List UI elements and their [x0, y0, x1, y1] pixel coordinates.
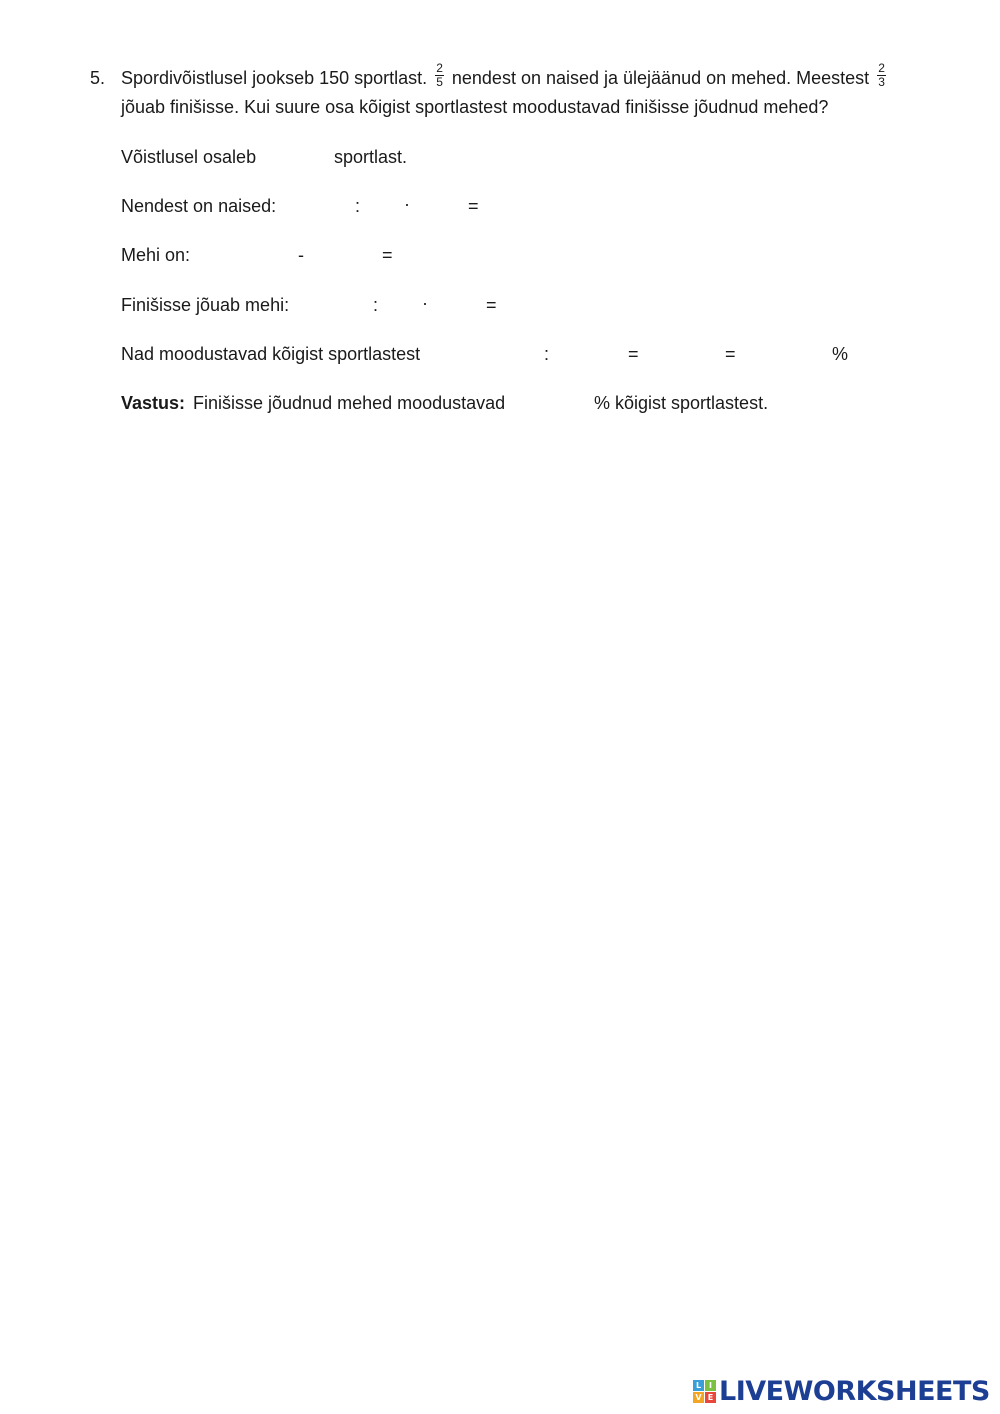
share-divide-sign: :	[544, 344, 550, 364]
finishers-result-field[interactable]	[504, 294, 564, 316]
men-equals-sign: =	[382, 245, 393, 265]
finishers-divide-sign: :	[373, 295, 379, 315]
men-field-1[interactable]	[210, 244, 292, 266]
share-field-2[interactable]	[555, 343, 625, 365]
fraction-denominator: 3	[878, 74, 885, 89]
answer-suffix: % kõigist sportlastest.	[594, 393, 769, 413]
women-field-3[interactable]	[414, 195, 464, 217]
finishers-field-1[interactable]	[308, 294, 370, 316]
participants-suffix: sportlast.	[334, 147, 408, 167]
task-text-part2: nendest on naised ja ülejäänud on mehed. Meestest	[451, 68, 870, 88]
participants-label: Võistlusel osaleb	[121, 147, 257, 167]
fraction-two-thirds	[877, 62, 886, 89]
finishers-label: Finišisse jõuab mehi:	[121, 295, 290, 315]
women-label: Nendest on naised:	[121, 196, 277, 216]
women-equals-sign: =	[468, 196, 479, 216]
women-field-1[interactable]	[294, 195, 352, 217]
answer-text: Finišisse jõudnud mehed moodustavad	[193, 393, 506, 413]
fraction-numerator: 2	[878, 60, 885, 75]
task-number: 5.	[90, 68, 106, 88]
men-label: Mehi on:	[121, 245, 191, 265]
share-equals-sign-1: =	[628, 344, 639, 364]
share-percent-sign: %	[832, 344, 849, 364]
logo-tile-v: V	[693, 1392, 704, 1403]
share-label: Nad moodustavad kõigist sportlastest	[121, 344, 421, 364]
answer-heading: Vastus:	[121, 393, 186, 413]
share-field-1[interactable]	[458, 343, 540, 365]
finishers-field-2[interactable]	[382, 294, 420, 316]
participants-answer-field[interactable]	[272, 146, 330, 168]
logo-tile-l: L	[693, 1380, 704, 1391]
women-multiply-sign: ·	[404, 194, 410, 214]
share-equals-sign-2: =	[725, 344, 736, 364]
logo-icon	[693, 1380, 716, 1403]
finishers-equals-sign: =	[486, 295, 497, 315]
fraction-two-fifths	[435, 62, 444, 89]
answer-percent-field[interactable]	[538, 392, 590, 414]
task-line-1	[121, 60, 889, 90]
men-field-2[interactable]	[310, 244, 378, 266]
task-line-2: jõuab finišisse. Kui suure osa kõigist sportlastest moodustavad finišisse jõudnud mehed?	[121, 97, 829, 117]
finishers-field-3[interactable]	[432, 294, 482, 316]
logo-tile-i: I	[705, 1380, 716, 1391]
logo-tile-e: E	[705, 1392, 716, 1403]
share-field-3[interactable]	[645, 343, 723, 365]
task-text-part1: Spordivõistlusel jookseb 150 sportlast.	[121, 68, 428, 88]
men-result-field[interactable]	[400, 244, 460, 266]
women-result-field[interactable]	[486, 195, 546, 217]
women-divide-sign: :	[355, 196, 361, 216]
finishers-multiply-sign: ·	[422, 293, 428, 313]
women-field-2[interactable]	[363, 195, 401, 217]
men-minus-sign: -	[298, 245, 304, 265]
logo-wordmark: LIVEWORKSHEETS	[719, 1375, 990, 1407]
share-percent-field[interactable]	[742, 343, 828, 365]
fraction-denominator: 5	[436, 74, 443, 89]
liveworksheets-logo	[693, 1373, 990, 1409]
fraction-numerator: 2	[436, 60, 443, 75]
